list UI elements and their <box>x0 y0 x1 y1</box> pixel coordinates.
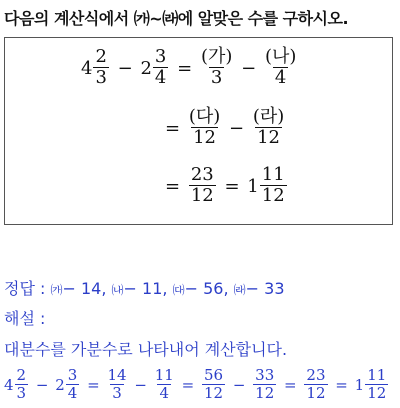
fraction: $\frac{11}{12}$ <box>261 164 285 206</box>
equals-sign: = <box>165 117 181 139</box>
answer-mark: ㈐ <box>172 283 185 297</box>
fraction: $\frac{3}{4}$ <box>154 46 167 88</box>
fraction-ra: $\frac{\text{(라)}}{12}$ <box>252 106 285 148</box>
minus-sign: − <box>134 376 147 394</box>
whole-number: 1 <box>354 376 365 394</box>
answer-value: − 33 <box>245 279 285 298</box>
whole-number: 1 <box>247 175 259 197</box>
equals-sign: = <box>181 376 195 394</box>
answer-mark: ㈑ <box>233 283 246 297</box>
explanation-label: 해설 : <box>4 309 46 328</box>
fraction: $\frac{33}{12}$ <box>255 366 275 402</box>
fraction-na: $\frac{\text{(나)}}{4}$ <box>264 46 297 88</box>
equals-sign: = <box>224 175 240 197</box>
equation-box <box>4 37 393 225</box>
whole-number: 4 <box>4 376 14 394</box>
fraction: $\frac{56}{12}$ <box>203 366 224 402</box>
equation-line-2 <box>163 108 285 149</box>
answer-value: − 11, <box>123 279 168 298</box>
solution-equation <box>4 368 389 402</box>
fraction: $\frac{11}{4}$ <box>154 366 174 402</box>
whole-number: 2 <box>55 376 65 394</box>
equation-line-3 <box>163 166 288 207</box>
answer-line <box>4 276 285 299</box>
minus-sign: − <box>117 57 133 79</box>
equals-sign: = <box>177 57 193 79</box>
answer-mark: ㈏ <box>111 283 124 297</box>
explanation-text: 대분수를 가분수로 나타내어 계산합니다. <box>4 340 288 359</box>
fraction: $\frac{23}{12}$ <box>190 164 214 206</box>
equals-sign: = <box>87 376 100 394</box>
fraction: $\frac{2}{3}$ <box>95 46 107 88</box>
equals-sign: = <box>284 376 297 394</box>
fraction: $\frac{11}{12}$ <box>367 366 387 402</box>
equals-sign: = <box>165 175 181 197</box>
answer-value: − 56, <box>184 279 229 298</box>
minus-sign: − <box>232 376 246 394</box>
fraction-ga: $\frac{\text{(가)}}{3}$ <box>200 46 233 88</box>
fraction: $\frac{14}{3}$ <box>107 366 127 402</box>
minus-sign: − <box>35 376 49 394</box>
answer-label: 정답 : <box>4 279 46 298</box>
fraction: $\frac{3}{4}$ <box>67 366 78 402</box>
equation-line-1 <box>81 48 297 89</box>
answer-value: − 14, <box>62 279 107 298</box>
whole-number: 4 <box>81 57 93 79</box>
minus-sign: − <box>229 117 245 139</box>
fraction-da: $\frac{\text{(다)}}{12}$ <box>188 106 221 148</box>
whole-number: 2 <box>140 57 152 79</box>
minus-sign: − <box>241 57 257 79</box>
question-text: 다음의 계산식에서 ㈎~㈑에 알맞은 수를 구하시오. <box>4 9 349 28</box>
fraction: $\frac{2}{3}$ <box>16 366 27 402</box>
answer-mark: ㈎ <box>50 283 63 297</box>
fraction: $\frac{23}{12}$ <box>306 366 326 402</box>
equals-sign: = <box>335 376 348 394</box>
